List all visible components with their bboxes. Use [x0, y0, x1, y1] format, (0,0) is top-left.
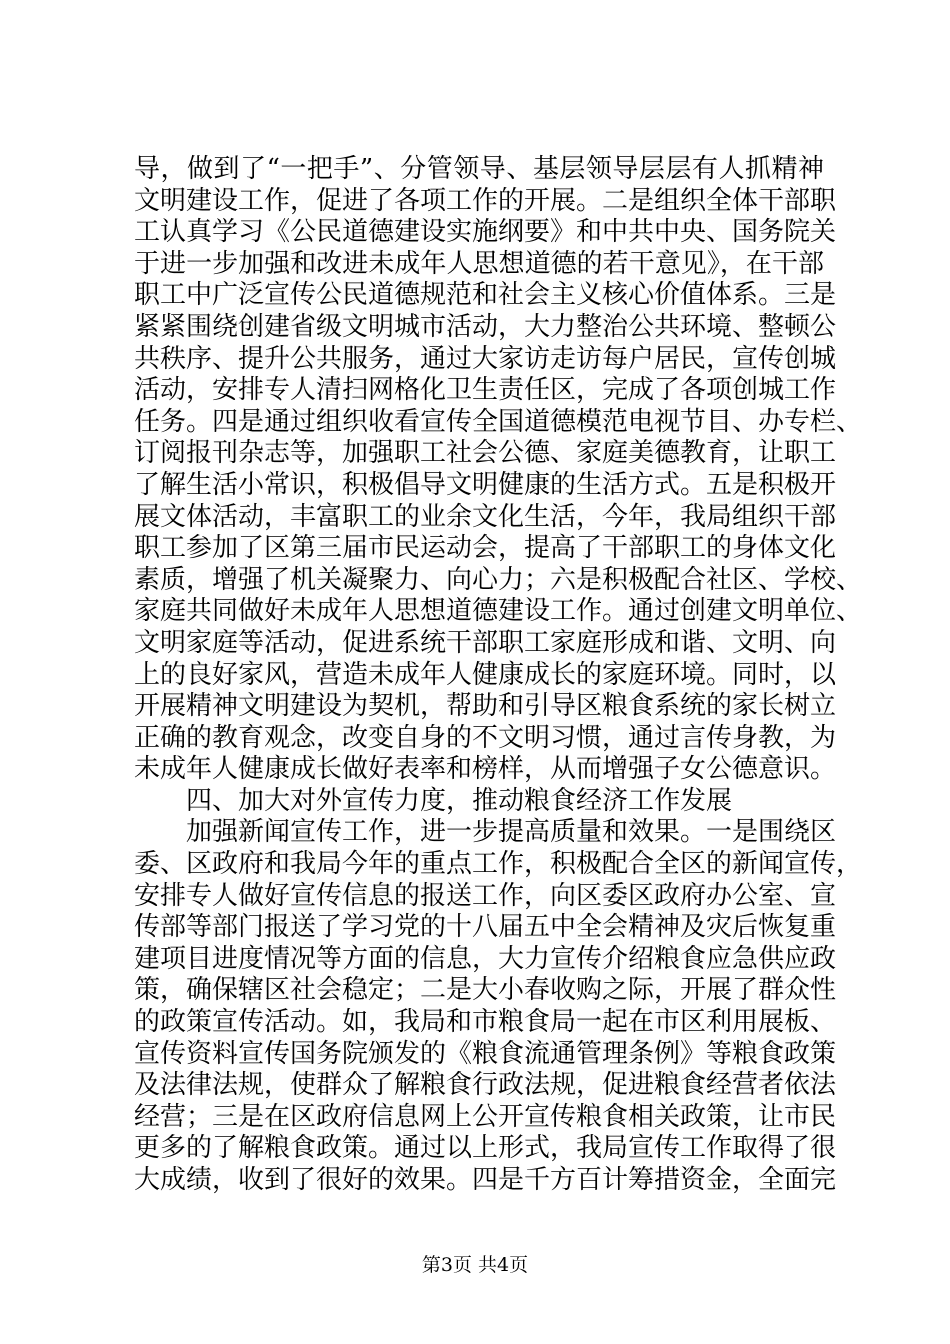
text-line: 文明家庭等活动，促进系统干部职工家庭形成和谐、文明、向	[134, 627, 837, 658]
text-line: 传部等部门报送了学习党的十八届五中全会精神及灾后恢复重	[134, 912, 837, 943]
text-line: 建项目进度情况等方面的信息，大力宣传介绍粮食应急供应政	[134, 943, 837, 974]
text-line: 素质，增强了机关凝聚力、向心力；六是积极配合社区、学校、	[134, 564, 863, 595]
text-line: 安排专人做好宣传信息的报送工作，向区委区政府办公室、宣	[134, 880, 837, 911]
text-line: 正确的教育观念，改变自身的不文明习惯，通过言传身教，为	[134, 722, 837, 753]
text-line: 订阅报刊杂志等，加强职工社会公德、家庭美德教育，让职工	[134, 438, 837, 469]
text-line: 委、区政府和我局今年的重点工作，积极配合全区的新闻宣传，	[134, 849, 863, 880]
text-line: 家庭共同做好未成年人思想道德建设工作。通过创建文明单位、	[134, 596, 863, 627]
text-line: 工认真学习《公民道德建设实施纲要》和中共中央、国务院关	[134, 217, 837, 248]
text-line: 开展精神文明建设为契机，帮助和引导区粮食系统的家长树立	[134, 691, 837, 722]
text-line: 上的良好家风，营造未成年人健康成长的家庭环境。同时，以	[134, 659, 837, 690]
paragraph-first-line: 加强新闻宣传工作，进一步提高质量和效果。一是围绕区	[186, 817, 837, 848]
section-heading: 四、加大对外宣传力度，推动粮食经济工作发展	[186, 785, 733, 816]
text-line: 策，确保辖区社会稳定；二是大小春收购之际，开展了群众性	[134, 975, 837, 1006]
text-line: 活动，安排专人清扫网格化卫生责任区，完成了各项创城工作	[134, 375, 837, 406]
text-line: 共秩序、提升公共服务，通过大家访走访每户居民，宣传创城	[134, 343, 837, 374]
document-body	[134, 154, 863, 1197]
text-line: 职工参加了区第三届市民运动会，提高了干部职工的身体文化	[134, 533, 837, 564]
text-line: 大成绩，收到了很好的效果。四是千方百计筹措资金，全面完	[134, 1165, 837, 1195]
text-line: 了解生活小常识，积极倡导文明健康的生活方式。五是积极开	[134, 469, 837, 500]
text-line: 任务。四是通过组织收看宣传全国道德模范电视节目、办专栏、	[134, 406, 863, 437]
page-number-footer: 第3页 共4页	[421, 1254, 529, 1276]
text-line: 的政策宣传活动。如，我局和市粮食局一起在市区利用展板、	[134, 1007, 837, 1038]
text-line: 职工中广泛宣传公民道德规范和社会主义核心价值体系。三是	[134, 280, 837, 311]
text-line: 宣传资料宣传国务院颁发的《粮食流通管理条例》等粮食政策	[134, 1038, 837, 1069]
text-line: 于进一步加强和改进未成年人思想道德的若干意见》，在干部	[134, 248, 824, 279]
text-line: 更多的了解粮食政策。通过以上形式，我局宣传工作取得了很	[134, 1133, 837, 1164]
text-line: 紧紧围绕创建省级文明城市活动，大力整治公共环境、整顿公	[134, 311, 837, 342]
text-line: 及法律法规，使群众了解粮食行政法规，促进粮食经营者依法	[134, 1070, 837, 1101]
text-line: 展文体活动，丰富职工的业余文化生活，今年，我局组织干部	[134, 501, 837, 532]
text-line: 经营；三是在区政府信息网上公开宣传粮食相关政策，让市民	[134, 1101, 837, 1132]
text-line: 导，做到了“一把手”、分管领导、基层领导层层有人抓精神	[134, 154, 824, 184]
text-line: 未成年人健康成长做好表率和榜样，从而增强子女公德意识。	[134, 754, 837, 785]
text-line: 文明建设工作，促进了各项工作的开展。二是组织全体干部职	[134, 185, 837, 216]
